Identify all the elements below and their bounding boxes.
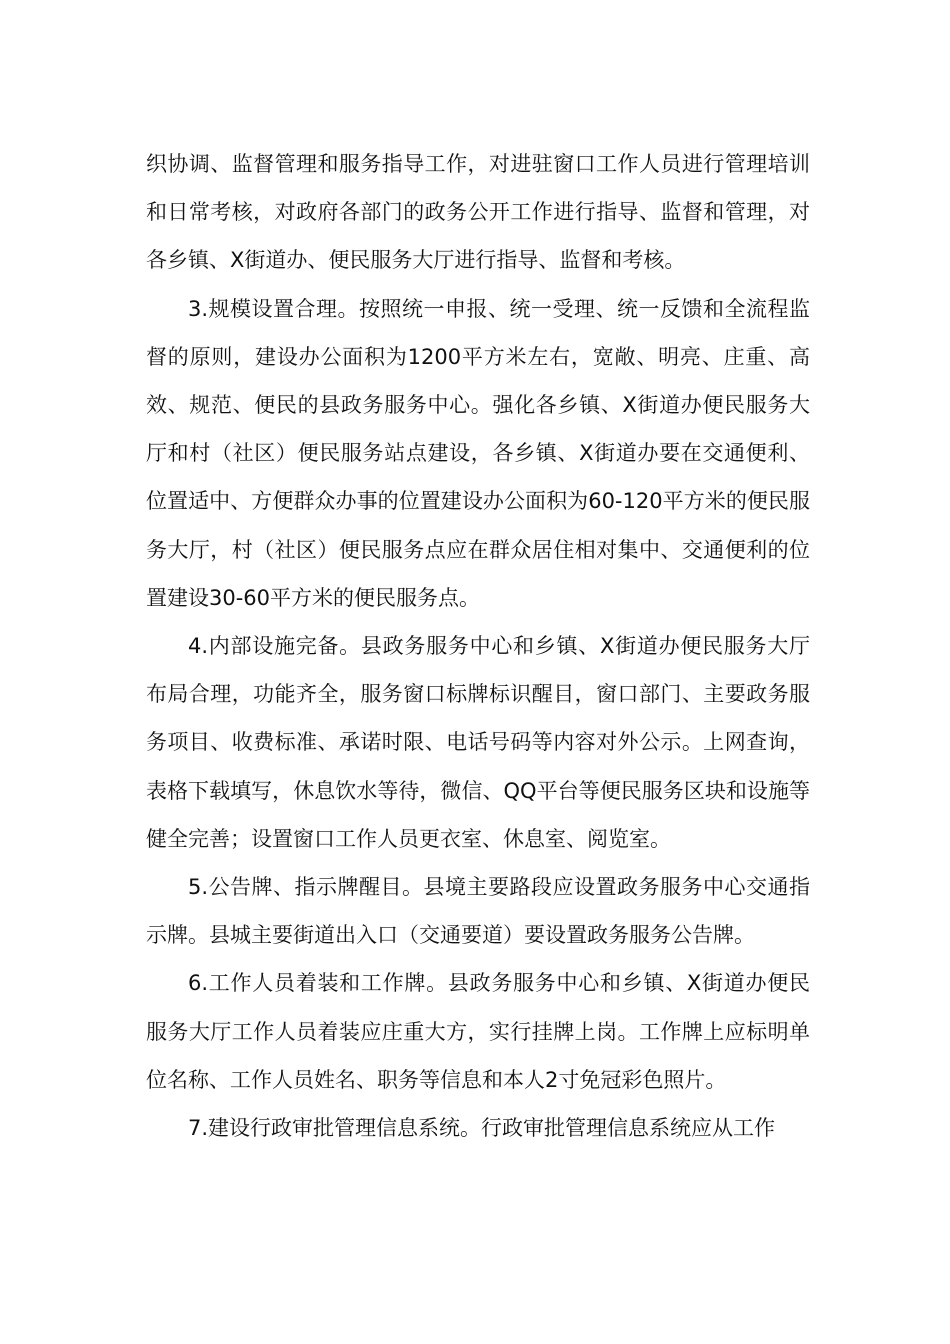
paragraph-6-staff-attire: 6.工作人员着装和工作牌。县政务服务中心和乡镇、X街道办便民服务大厅工作人员着装应庄重大方，实行挂牌上岗。工作牌上应标明单位名称、工作人员姓名、职务等信息和本人2寸免冠彩色照片。 bbox=[146, 971, 810, 1092]
paragraph-3-scale-setting: 3.规模设置合理。按照统一申报、统一受理、统一反馈和全流程监督的原则，建设办公面积为1200平方米左右，宽敞、明亮、庄重、高效、规范、便民的县政务服务中心。强化各乡镇、X街道办便民服务大厅和村（社区）便民服务站点建设，各乡镇、X街道办要在交通便利、位置适中、方便群众办事的位置建设办公面积为60-120平方米的便民服务大厅，村（社区）便民服务点应在群众居住相对集中、交通便利的位置建设30-60平方米的便民服务点。 bbox=[146, 296, 810, 610]
document-body bbox=[146, 140, 810, 1152]
paragraph-5-signboards: 5.公告牌、指示牌醒目。县境主要路段应设置政务服务中心交通指示牌。县城主要街道出入口（交通要道）要设置政务服务公告牌。 bbox=[146, 875, 810, 948]
paragraph-continuation: 织协调、监督管理和服务指导工作，对进驻窗口工作人员进行管理培训和日常考核，对政府各部门的政务公开工作进行指导、监督和管理，对各乡镇、X街道办、便民服务大厅进行指导、监督和考核。 bbox=[146, 152, 810, 273]
paragraph-4-internal-facilities: 4.内部设施完备。县政务服务中心和乡镇、X街道办便民服务大厅布局合理，功能齐全，服务窗口标牌标识醒目，窗口部门、主要政务服务项目、收费标准、承诺时限、电话号码等内容对外公示。上网查询，表格下载填写，休息饮水等待，微信、QQ平台等便民服务区块和设施等健全完善；设置窗口工作人员更衣室、休息室、阅览室。 bbox=[146, 634, 810, 851]
paragraph-7-approval-system: 7.建设行政审批管理信息系统。行政审批管理信息系统应从工作 bbox=[188, 1116, 776, 1141]
